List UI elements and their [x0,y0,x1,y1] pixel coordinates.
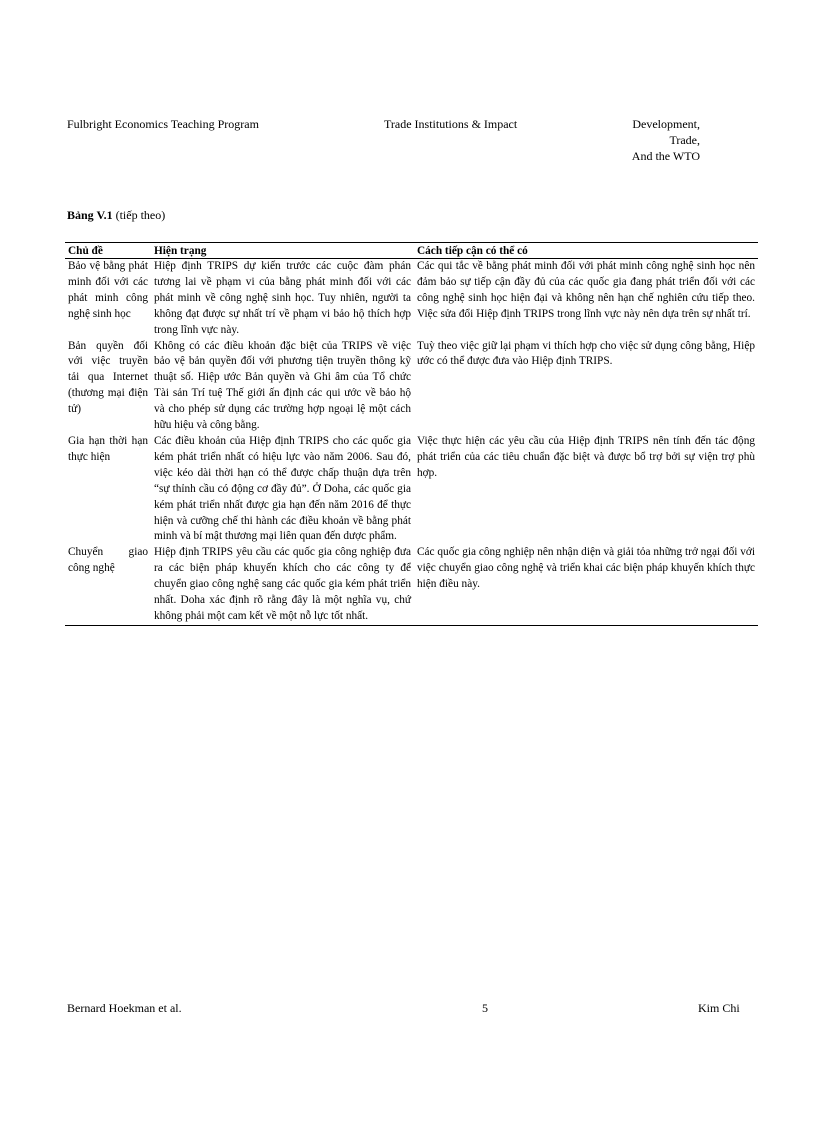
header-program-name: Fulbright Economics Teaching Program [67,117,259,131]
row-status: Hiệp định TRIPS dự kiến trước các cuộc đàm phán tương lai về phạm vi của bằng phát minh đối với các phát minh về công nghệ sinh học. Tuy nhiên, người ta không đạt được sự nhất trí về phạm vi bảo hộ thích hợp trong lĩnh vực này. [154,260,411,336]
footer-authors: Bernard Hoekman et al. [67,1001,182,1015]
table-row [65,259,758,339]
footer-translator: Kim Chi [698,1001,740,1015]
table-row [65,545,758,625]
row-topic: Gia hạn thời hạn thực hiện [68,434,148,463]
row-approach: Tuỳ theo việc giữ lại phạm vi thích hợp cho việc sử dụng công bằng, Hiệp ước có thể được đưa vào Hiệp định TRIPS. [417,339,755,368]
row-status: Các điều khoản của Hiệp định TRIPS cho các quốc gia kém phát triển nhất có hiệu lực vào năm 2006. Sau đó, việc kéo dài thời hạn có thể được chấp thuận dựa trên “sự thỉnh cầu có động cơ đầy đủ”. Ở Doha, các quốc gia kém phát triển nhất được gia hạn đến năm 2016 để thực hiện và cưỡng chế thi hành các điều khoản về bằng phát minh và bí mật thương mại liên quan đến dược phẩm. [154,434,411,543]
row-topic: Bảo vệ bằng phát minh đối với các phát minh công nghệ sinh học [68,260,148,320]
row-status: Hiệp định TRIPS yêu cầu các quốc gia công nghiệp đưa ra các biện pháp khuyến khích cho các công ty để chuyển giao công nghệ sang các quốc gia kém phát triển nhất. Doha xác định rõ rằng đây là một nghĩa vụ, chứ không phải một cam kết về một nỗ lực tốt nhất. [151,545,414,625]
row-approach: Các qui tắc về bằng phát minh đối với phát minh công nghệ sinh học nên đảm bảo sự tiếp cận đầy đủ của các quốc gia đang phát triển đối với các công nghệ sinh học hiện đại và không nên hạn chế nghiên cứu tiếp theo. Việc sửa đổi Hiệp định TRIPS trong lĩnh vực này nên dựa trên sự nhất trí. [417,260,755,320]
header-chapter-line2: And the WTO [631,149,700,163]
table-caption [67,207,165,223]
header-chapter-line1: Development, Trade, [632,117,700,147]
table-row [65,434,758,545]
table-header-row [65,243,758,259]
row-topic: Chuyển giao công nghệ [65,545,151,625]
row-topic: Bản quyền đối với việc truyền tải qua Internet (thương mại điện tử) [68,339,148,416]
row-approach: Các quốc gia công nghiệp nên nhận diện và giải tỏa những trở ngại đối với việc chuyển giao công nghệ và triển khai các biện pháp khuyến khích thực hiện điều này. [414,545,758,625]
column-header-topic: Chủ đề [65,243,151,259]
row-approach: Việc thực hiện các yêu cầu của Hiệp định TRIPS nên tính đến tác động phát triển của các tiêu chuẩn đặc biệt và được bổ trợ bởi sự viện trợ phù hợp. [417,434,755,479]
footer-page-number: 5 [482,1001,488,1015]
trips-issues-table [65,242,758,626]
header-chapter-title [604,116,700,164]
table-row [65,339,758,434]
row-status: Không có các điều khoản đặc biệt của TRIPS về việc bảo vệ bản quyền đối với phương tiện truyền thông kỹ thuật số. Hiệp ước Bản quyền và Ghi âm của Tổ chức Tài sản Trí tuệ Thế giới ấn định các qui ước về bảo hộ và cho phép sử dụng các trường hợp ngoại lệ một cách hữu hiệu và công bằng. [154,339,411,432]
column-header-status: Hiện trạng [151,243,414,259]
table-caption-note: (tiếp theo) [112,208,166,222]
table-caption-label: Bảng V.1 [67,208,113,222]
column-header-approach: Cách tiếp cận có thể có [414,243,758,259]
header-course-title: Trade Institutions & Impact [384,117,518,131]
